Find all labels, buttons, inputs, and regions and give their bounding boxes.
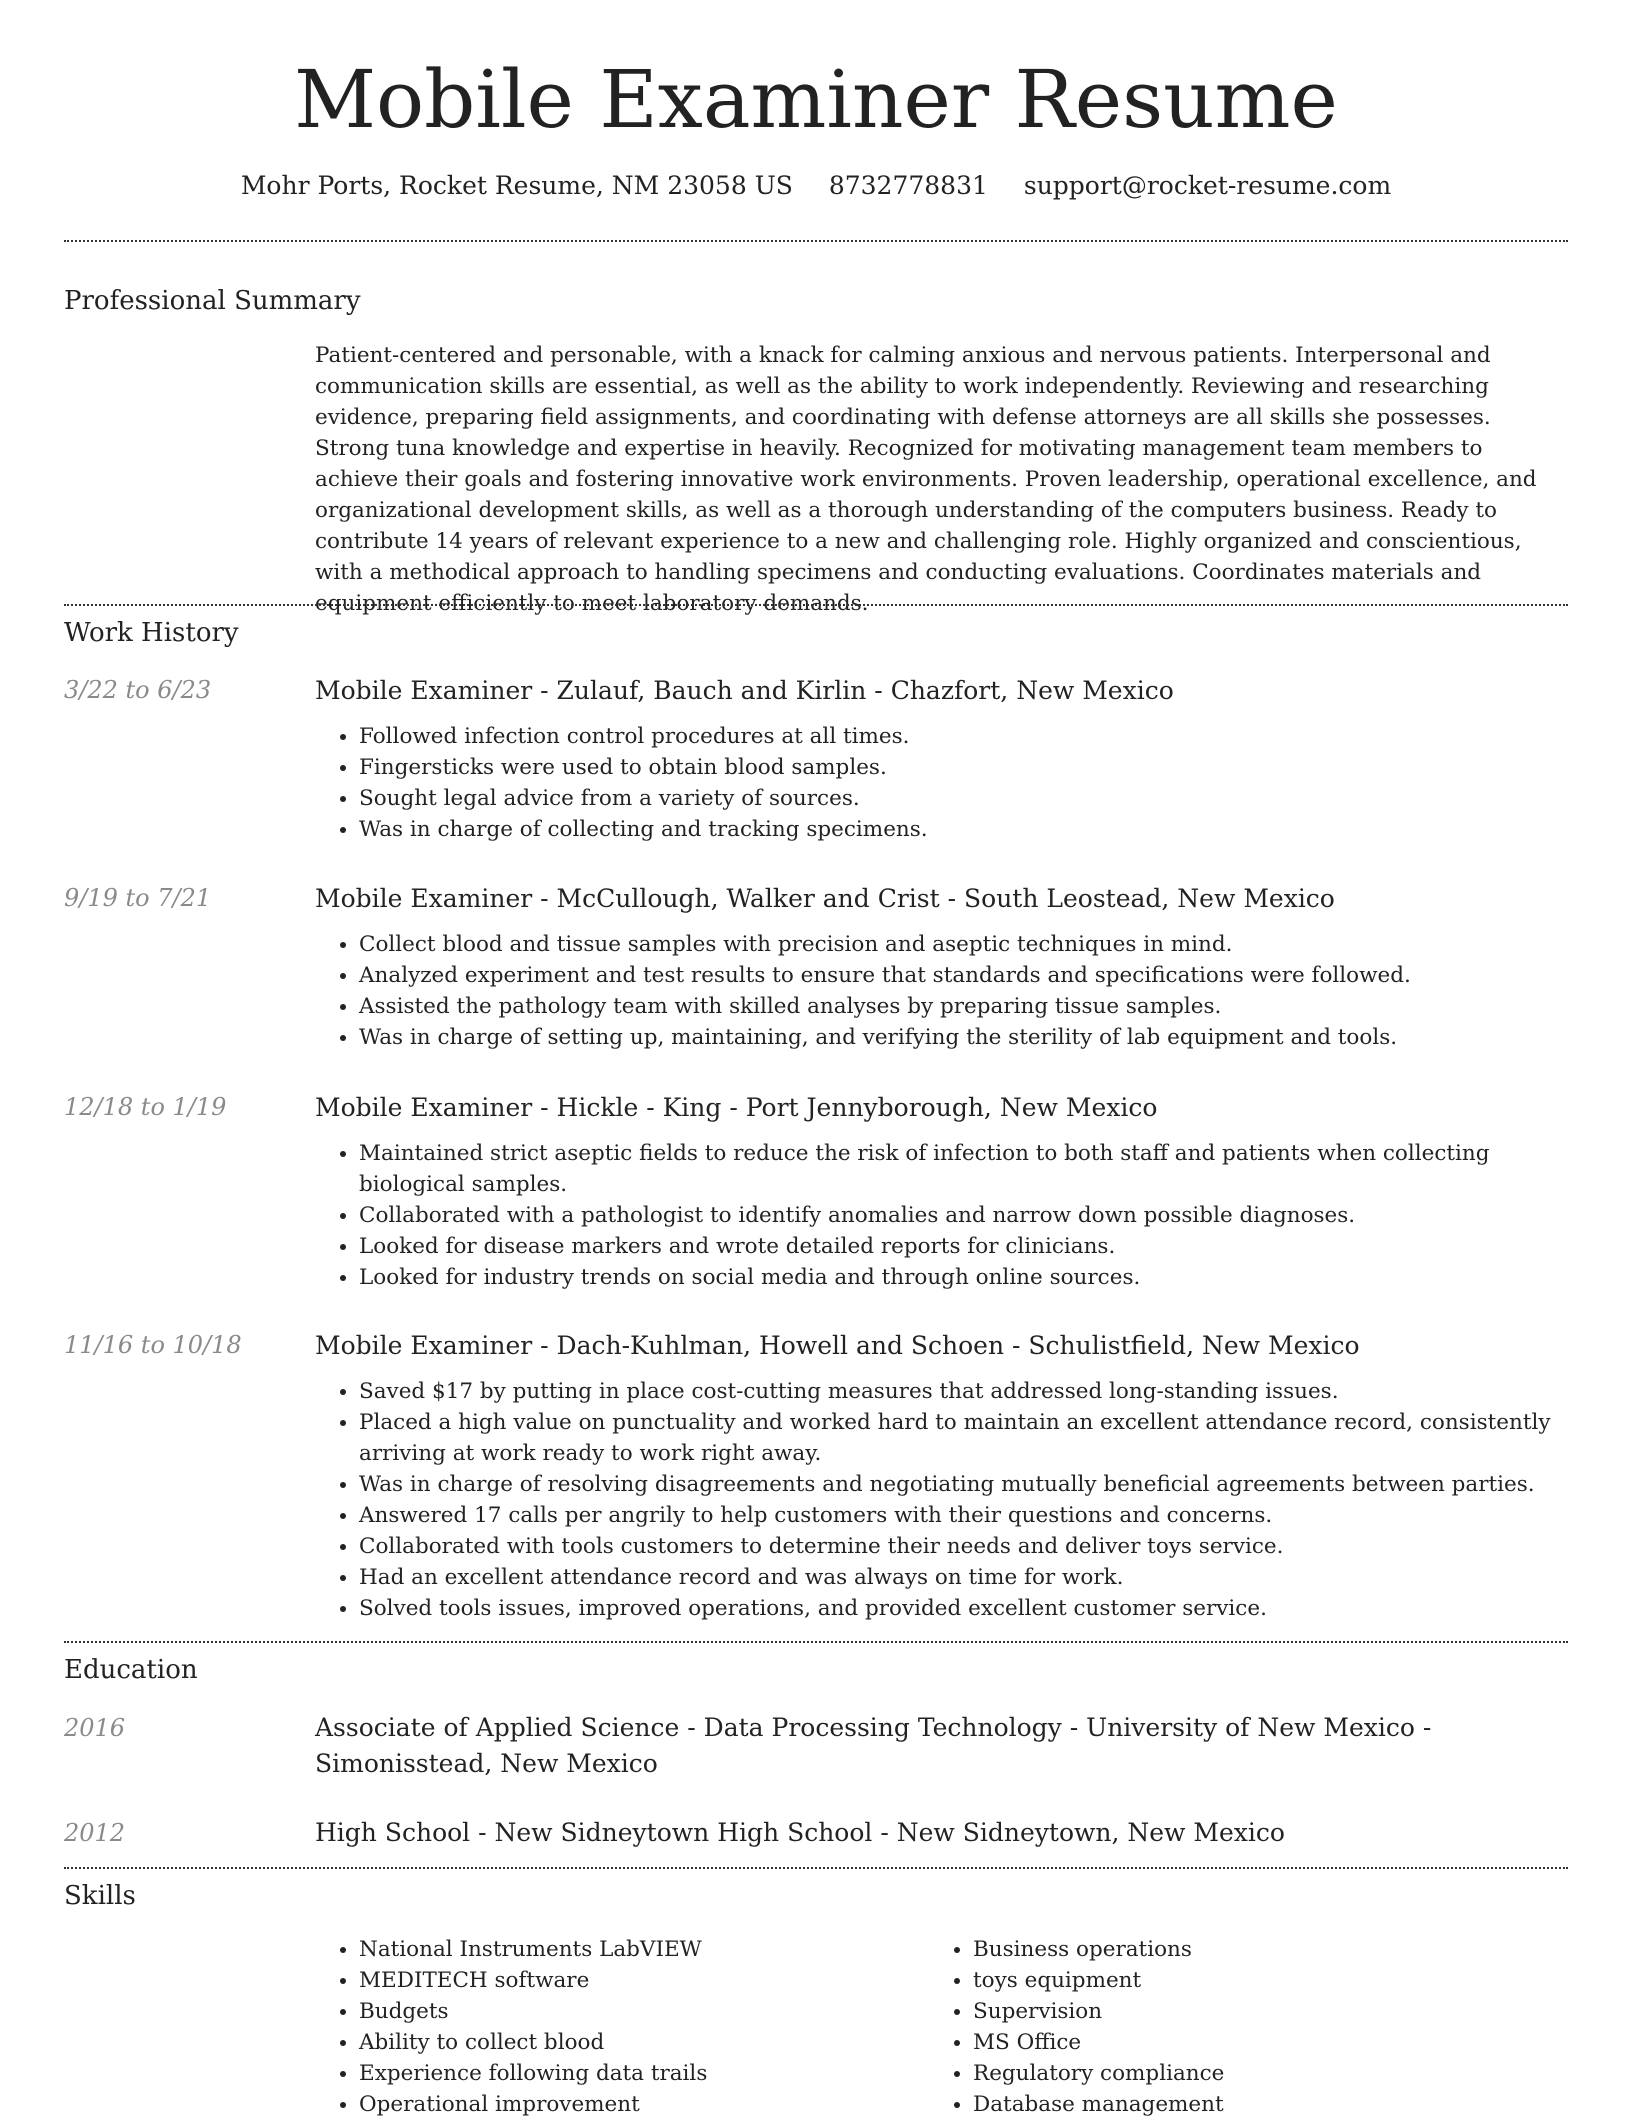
education-date: 2016	[64, 1714, 126, 1742]
section-heading-summary: Professional Summary	[64, 286, 361, 316]
job-bullet: • Looked for industry trends on social media and through online sources.	[359, 1262, 1568, 1293]
skill-item: • toys equipment	[973, 1965, 1573, 1996]
job-bullet: • Maintained strict aseptic fields to reduce the risk of infection to both staff and patients when collecting biological samples.	[359, 1138, 1568, 1200]
contact-address: Mohr Ports, Rocket Resume, NM 23058 US	[240, 171, 793, 200]
job-bullets	[315, 721, 1568, 845]
job-bullets	[315, 1138, 1568, 1293]
job-bullet: • Solved tools issues, improved operations, and provided excellent customer service.	[359, 1593, 1568, 1624]
job-bullet: • Saved $17 by putting in place cost-cutting measures that addressed long-standing issues.	[359, 1376, 1568, 1407]
job-title: Mobile Examiner - Zulauf, Bauch and Kirlin - Chazfort, New Mexico	[315, 676, 1174, 705]
skills-list-right	[929, 1934, 1573, 2120]
job-bullet: • Was in charge of collecting and tracking specimens.	[359, 814, 1568, 845]
skill-item: • Business operations	[973, 1934, 1573, 1965]
job-bullet: • Analyzed experiment and test results to ensure that standards and specifications were followed.	[359, 960, 1568, 991]
skill-item: • Ability to collect blood	[359, 2027, 919, 2058]
resume-title: Mobile Examiner Resume	[294, 53, 1338, 146]
skill-item: • Supervision	[973, 1996, 1573, 2027]
job-bullet: • Had an excellent attendance record and was always on time for work.	[359, 1562, 1568, 1593]
section-heading-work-history: Work History	[64, 618, 239, 648]
job-bullet: • Followed infection control procedures at all times.	[359, 721, 1568, 752]
job-bullet: • Assisted the pathology team with skilled analyses by preparing tissue samples.	[359, 991, 1568, 1022]
education-title: High School - New Sidneytown High School - New Sidneytown, New Mexico	[315, 1818, 1285, 1847]
job-bullets	[315, 1376, 1568, 1624]
skill-item: • MEDITECH software	[359, 1965, 919, 1996]
divider	[64, 240, 1568, 242]
divider	[64, 1641, 1568, 1643]
job-bullet: • Sought legal advice from a variety of sources.	[359, 783, 1568, 814]
contact-phone: 8732778831	[828, 171, 988, 200]
job-title: Mobile Examiner - Dach-Kuhlman, Howell and Schoen - Schulistfield, New Mexico	[315, 1331, 1360, 1360]
skill-item: • Operational improvement	[359, 2089, 919, 2120]
skill-item: • Experience following data trails	[359, 2058, 919, 2089]
job-bullet: • Collect blood and tissue samples with precision and aseptic techniques in mind.	[359, 929, 1568, 960]
job-date: 3/22 to 6/23	[64, 676, 212, 704]
job-bullet: • Answered 17 calls per angrily to help customers with their questions and concerns.	[359, 1500, 1568, 1531]
job-bullet: • Collaborated with a pathologist to identify anomalies and narrow down possible diagnoses.	[359, 1200, 1568, 1231]
job-bullet: • Was in charge of setting up, maintaining, and verifying the sterility of lab equipment and tools.	[359, 1022, 1568, 1053]
skill-item: • Database management	[973, 2089, 1573, 2120]
job-bullets	[315, 929, 1568, 1053]
education-title: Associate of Applied Science - Data Processing Technology - University of New Mexico - Simonisstead, New Mexico	[315, 1713, 1432, 1778]
contact-email: support@rocket-resume.com	[1023, 171, 1392, 200]
section-heading-skills: Skills	[64, 1881, 136, 1911]
job-title: Mobile Examiner - Hickle - King - Port Jennyborough, New Mexico	[315, 1093, 1158, 1122]
job-bullet: • Was in charge of resolving disagreements and negotiating mutually beneficial agreements between parties.	[359, 1469, 1568, 1500]
job-bullet: • Collaborated with tools customers to determine their needs and deliver toys service.	[359, 1531, 1568, 1562]
job-title: Mobile Examiner - McCullough, Walker and Crist - South Leostead, New Mexico	[315, 884, 1335, 913]
skill-item: • MS Office	[973, 2027, 1573, 2058]
job-bullet: • Looked for disease markers and wrote detailed reports for clinicians.	[359, 1231, 1568, 1262]
job-date: 12/18 to 1/19	[64, 1093, 227, 1121]
job-bullet: • Placed a high value on punctuality and worked hard to maintain an excellent attendance record, consistently arriving at work ready to work right away.	[359, 1407, 1568, 1469]
skill-item: • National Instruments LabVIEW	[359, 1934, 919, 1965]
contact-line	[0, 170, 1632, 202]
education-date: 2012	[64, 1819, 126, 1847]
job-bullet: • Fingersticks were used to obtain blood samples.	[359, 752, 1568, 783]
job-date: 11/16 to 10/18	[64, 1331, 242, 1359]
section-heading-education: Education	[64, 1655, 198, 1685]
job-date: 9/19 to 7/21	[64, 884, 212, 912]
skills-list-left	[315, 1934, 919, 2120]
divider	[64, 604, 1568, 606]
divider	[64, 1867, 1568, 1869]
skill-item: • Budgets	[359, 1996, 919, 2027]
summary-text: Patient-centered and personable, with a knack for calming anxious and nervous patients. Interpersonal and communication skills are essential, as well as the ability to work independently. Reviewing and researching evidence, preparing field assignments, and coordinating with defense attorneys are all skills she possesses. Strong tuna knowledge and expertise in heavily. Recognized for motivating management team members to achieve their goals and fostering innovative work environments. Proven leadership, operational excellence, and organizational development skills, as well as a thorough understanding of the computers business. Ready to contribute 14 years of relevant experience to a new and challenging role. Highly organized and conscientious, with a methodical approach to handling specimens and conducting evaluations. Coordinates materials and equipment efficiently to meet laboratory demands.	[315, 343, 1537, 616]
skill-item: • Regulatory compliance	[973, 2058, 1573, 2089]
